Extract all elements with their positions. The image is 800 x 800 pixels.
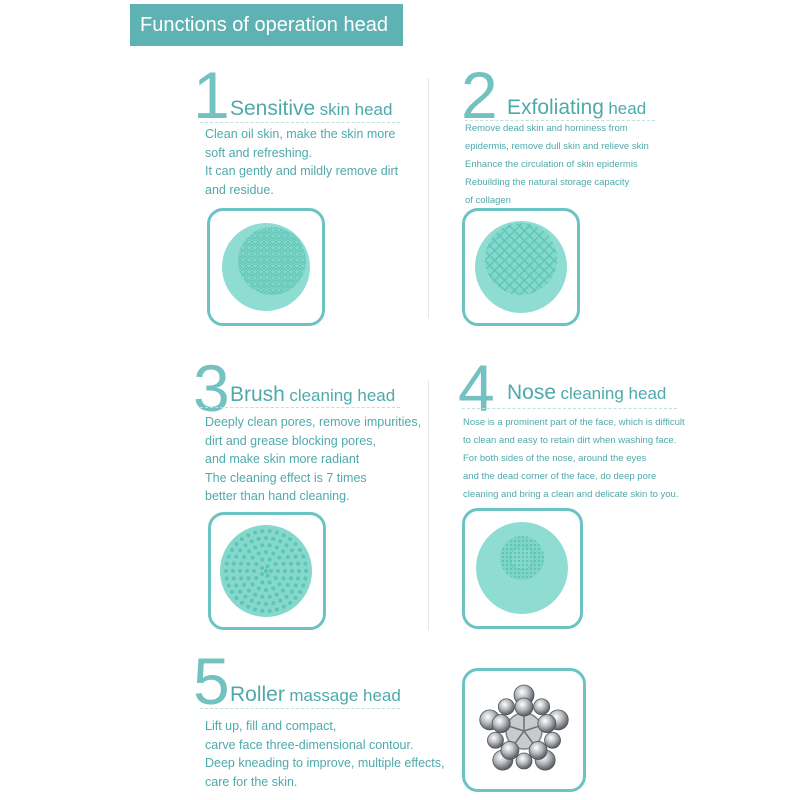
page-title-banner [130, 4, 403, 46]
desc-line: Rebuilding the natural storage capacity [465, 177, 630, 188]
section-heading [230, 97, 392, 121]
section-description [205, 717, 444, 791]
column-divider-bottom [428, 380, 429, 630]
section-heading [230, 383, 395, 407]
section-number: 1 [193, 58, 230, 132]
exfoliating-head-image [462, 208, 580, 326]
desc-line: For both sides of the nose, around the eyes [463, 453, 647, 464]
heading-main: Sensitive [230, 97, 316, 120]
desc-line: Remove dead skin and horniness from [465, 123, 628, 134]
heading-main: Brush [230, 383, 285, 406]
heading-sub: cleaning head [560, 384, 667, 403]
desc-line: Deep kneading to improve, multiple effects, [205, 756, 445, 770]
heading-main: Nose [507, 381, 557, 404]
desc-line: It can gently and mildly remove dirt [205, 164, 399, 178]
section-heading [230, 683, 401, 707]
section-heading [507, 96, 646, 120]
heading-sub: cleaning head [289, 386, 396, 405]
section-number: 2 [461, 58, 498, 132]
desc-line: cleaning and bring a clean and delicate skin to you. [463, 489, 679, 500]
section-description [205, 413, 421, 506]
heading-sub: head [608, 99, 647, 118]
desc-line: soft and refreshing. [205, 145, 313, 160]
desc-line: better than hand cleaning. [205, 489, 350, 503]
section-description [205, 125, 398, 199]
desc-line: to clean and easy to retain dirt when washing face. [463, 435, 677, 446]
desc-line: epidermis, remove dull skin and relieve skin [465, 141, 649, 152]
heading-main: Roller [230, 683, 285, 706]
section-description [463, 414, 685, 504]
desc-line: and residue. [205, 182, 274, 197]
section-number: 4 [458, 351, 495, 425]
roller-head-image [462, 668, 586, 792]
desc-line: care for the skin. [205, 774, 298, 789]
desc-line: The cleaning effect is 7 times [205, 470, 367, 485]
heading-underline [200, 122, 400, 123]
section-heading [507, 381, 666, 405]
page-title: Functions of operation head [140, 14, 388, 36]
desc-line: carve face three-dimensional contour. [205, 737, 414, 752]
desc-line: Enhance the circulation of skin epidermis [465, 159, 638, 170]
desc-line: Deeply clean pores, remove impurities, [205, 415, 422, 429]
section-number: 5 [193, 644, 230, 718]
desc-line: dirt and grease blocking pores, [205, 433, 376, 448]
desc-line: Lift up, fill and compact, [205, 719, 337, 733]
column-divider-top [428, 78, 429, 318]
heading-sub: massage head [289, 686, 401, 705]
desc-line: Nose is a prominent part of the face, which is difficult [463, 417, 685, 428]
desc-line: and the dead corner of the face, do deep pore [463, 471, 657, 482]
heading-underline [200, 407, 400, 408]
section-description [465, 120, 649, 210]
heading-underline [200, 708, 400, 709]
heading-sub: skin head [319, 100, 393, 119]
heading-main: Exfoliating [507, 96, 604, 119]
desc-line: Clean oil skin, make the skin more [205, 127, 396, 141]
desc-line: of collagen [465, 195, 511, 206]
desc-line: and make skin more radiant [205, 452, 360, 466]
nose-head-image [462, 508, 583, 629]
heading-underline [462, 408, 677, 409]
section-number: 3 [193, 351, 230, 425]
brush-head-image [208, 512, 326, 630]
sensitive-head-image [207, 208, 325, 326]
